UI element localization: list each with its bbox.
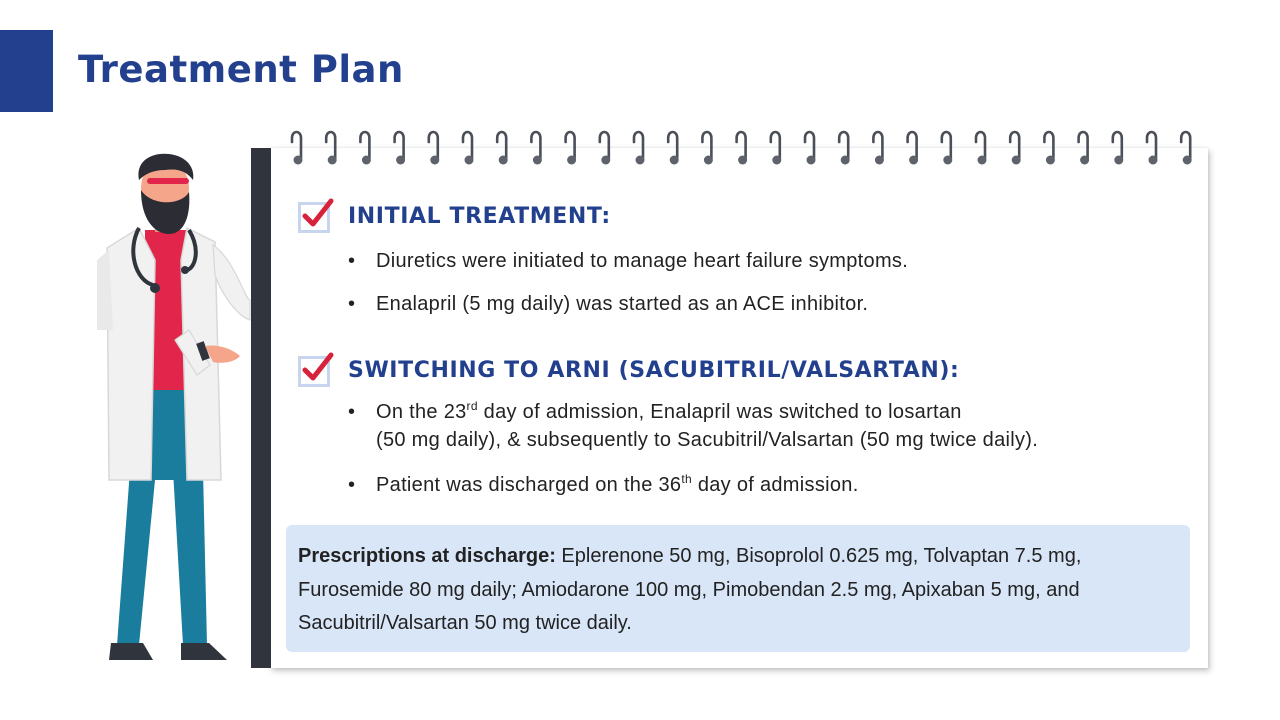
binding-ring [566,132,577,165]
section-initial-treatment [298,198,611,234]
binding-ring [429,132,440,165]
binding-ring [463,132,474,165]
binding-ring [1010,132,1021,165]
title-accent-bar [0,30,53,112]
binding-ring [497,132,508,165]
binding-ring [1113,132,1124,165]
bullet-text-pre: Patient was discharged on the 36 [376,474,682,496]
bullet-text: Diuretics were initiated to manage heart failure symptoms. [376,250,909,272]
section-heading: SWITCHING TO ARNI (SACUBITRIL/VALSARTAN): [348,357,960,383]
bullet-dot: • [348,250,356,272]
binding-ring [1181,132,1192,165]
binding-ring [1079,132,1090,165]
binding-ring [1147,132,1158,165]
binding-ring [771,132,782,165]
binding-ring [395,132,406,165]
checkbox-check-icon [298,352,334,388]
bullet-text [376,398,962,426]
bullet-text [376,471,859,499]
binding-ring [839,132,850,165]
bullet-dot: • [348,474,356,496]
ordinal-suffix: rd [466,399,478,413]
binding-ring [702,132,713,165]
binding-ring [1044,132,1055,165]
bullet-text-continued: (50 mg daily), & subsequently to Sacubitril/Valsartan (50 mg twice daily). [376,429,1039,451]
notebook-spine [251,148,271,668]
binding-ring [360,132,371,165]
binding-ring [976,132,987,165]
section-heading: INITIAL TREATMENT: [348,203,611,229]
binding-ring [600,132,611,165]
binding-ring [873,132,884,165]
spiral-binding-rings [286,128,1206,170]
prescriptions-text [298,540,1188,641]
ordinal-suffix: th [681,472,692,486]
binding-ring [737,132,748,165]
binding-ring [805,132,816,165]
bullet-dot: • [348,293,356,315]
binding-ring [908,132,919,165]
binding-ring [634,132,645,165]
binding-ring [326,132,337,165]
binding-ring [531,132,542,165]
prescriptions-label: Prescriptions at discharge: [298,545,556,567]
bullet-text: Enalapril (5 mg daily) was started as an ACE inhibitor. [376,293,869,315]
checkbox-check-icon [298,198,334,234]
doctor-illustration [95,150,265,670]
bullet-text-pre: On the 23 [376,401,467,423]
binding-ring [942,132,953,165]
prescriptions-list: Eplerenone 50 mg, Bisoprolol 0.625 mg, Tolvaptan 7.5 mg, Furosemide 80 mg daily; Amiodarone 100 mg, Pimobendan 2.5 mg, Apixaban 5 mg, and Sacubitril/Valsartan 50 mg twice daily. [298,545,1082,634]
binding-ring [668,132,679,165]
section-switching-arni [298,352,959,388]
binding-ring [292,132,303,165]
bullet-text-post: day of admission. [691,474,859,496]
page-title: Treatment Plan [78,48,404,91]
bullet-text-post: day of admission, Enalapril was switched to losartan [477,401,962,423]
bullet-dot: • [348,401,356,423]
